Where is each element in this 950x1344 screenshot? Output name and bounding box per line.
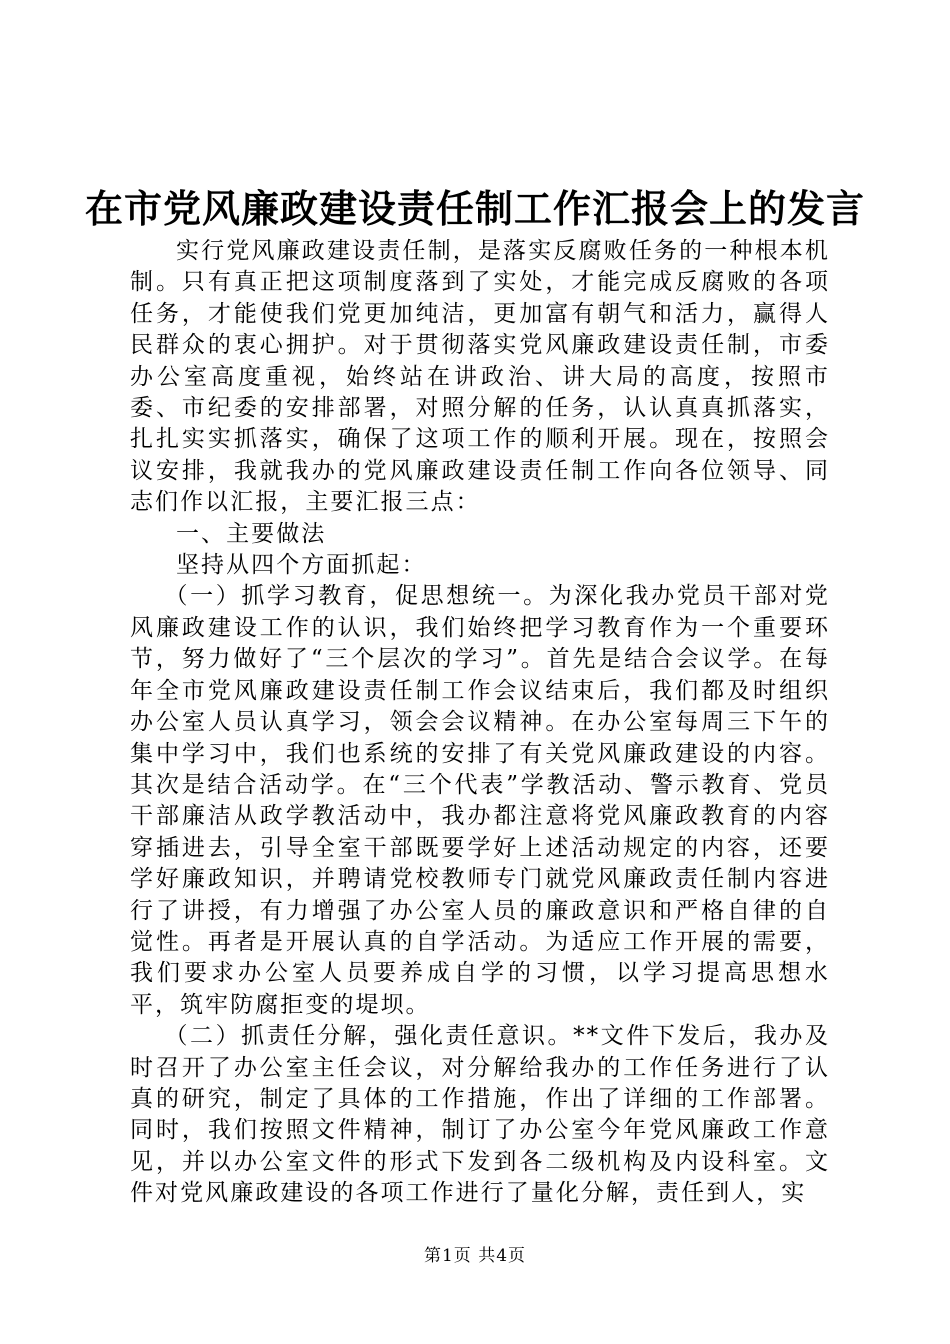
- paragraph-item-2: （二）抓责任分解，强化责任意识。**文件下发后，我办及时召开了办公室主任会议，对分解给我办的工作任务进行了认真的研究，制定了具体的工作措施，作出了详细的工作部署。同时，我们按照文件精神，制订了办公室今年党风廉政工作意见，并以办公室文件的形式下发到各二级机构及内设科室。文件对党风廉政建设的各项工作进行了量化分解，责任到人，实: [130, 1023, 830, 1207]
- document-body: [130, 236, 830, 1210]
- page-number: 第1页 共4页: [423, 1246, 527, 1266]
- paragraph-lead: 坚持从四个方面抓起：: [176, 552, 427, 579]
- paragraph-item-1: （一）抓学习教育，促思想统一。为深化我办党员干部对党风廉政建设工作的认识，我们始终把学习教育作为一个重要环节，努力做好了“三个层次的学习”。首先是结合会议学。在每年全市党风廉政建设责任制工作会议结束后，我们都及时组织办公室人员认真学习，领会会议精神。在办公室每周三下午的集中学习中，我们也系统的安排了有关党风廉政建设的内容。其次是结合活动学。在“三个代表”学教活动、警示教育、党员干部廉洁从政学教活动中，我办都注意将党风廉政教育的内容穿插进去，引导全室干部既要学好上述活动规定的内容，还要学好廉政知识，并聘请党校教师专门就党风廉政责任制内容进行了讲授，有力增强了办公室人员的廉政意识和严格自律的自觉性。再者是开展认真的自学活动。为适应工作开展的需要，我们要求办公室人员要养成自学的习惯，以学习提高思想水平，筑牢防腐拒变的堤坝。: [130, 583, 830, 1018]
- document-title: 在市党风廉政建设责任制工作汇报会上的发言: [84, 187, 865, 231]
- section-heading: 一、主要做法: [176, 520, 327, 547]
- paragraph-intro: 实行党风廉政建设责任制，是落实反腐败任务的一种根本机制。只有真正把这项制度落到了实处，才能完成反腐败的各项任务，才能使我们党更加纯洁，更加富有朝气和活力，赢得人民群众的衷心拥护。对于贯彻落实党风廉政建设责任制，市委办公室高度重视，始终站在讲政治、讲大局的高度，按照市委、市纪委的安排部署，对照分解的任务，认认真真抓落实，扎扎实实抓落实，确保了这项工作的顺利开展。现在，按照会议安排，我就我办的党风廉政建设责任制工作向各位领导、同志们作以汇报，主要汇报三点：: [130, 238, 830, 516]
